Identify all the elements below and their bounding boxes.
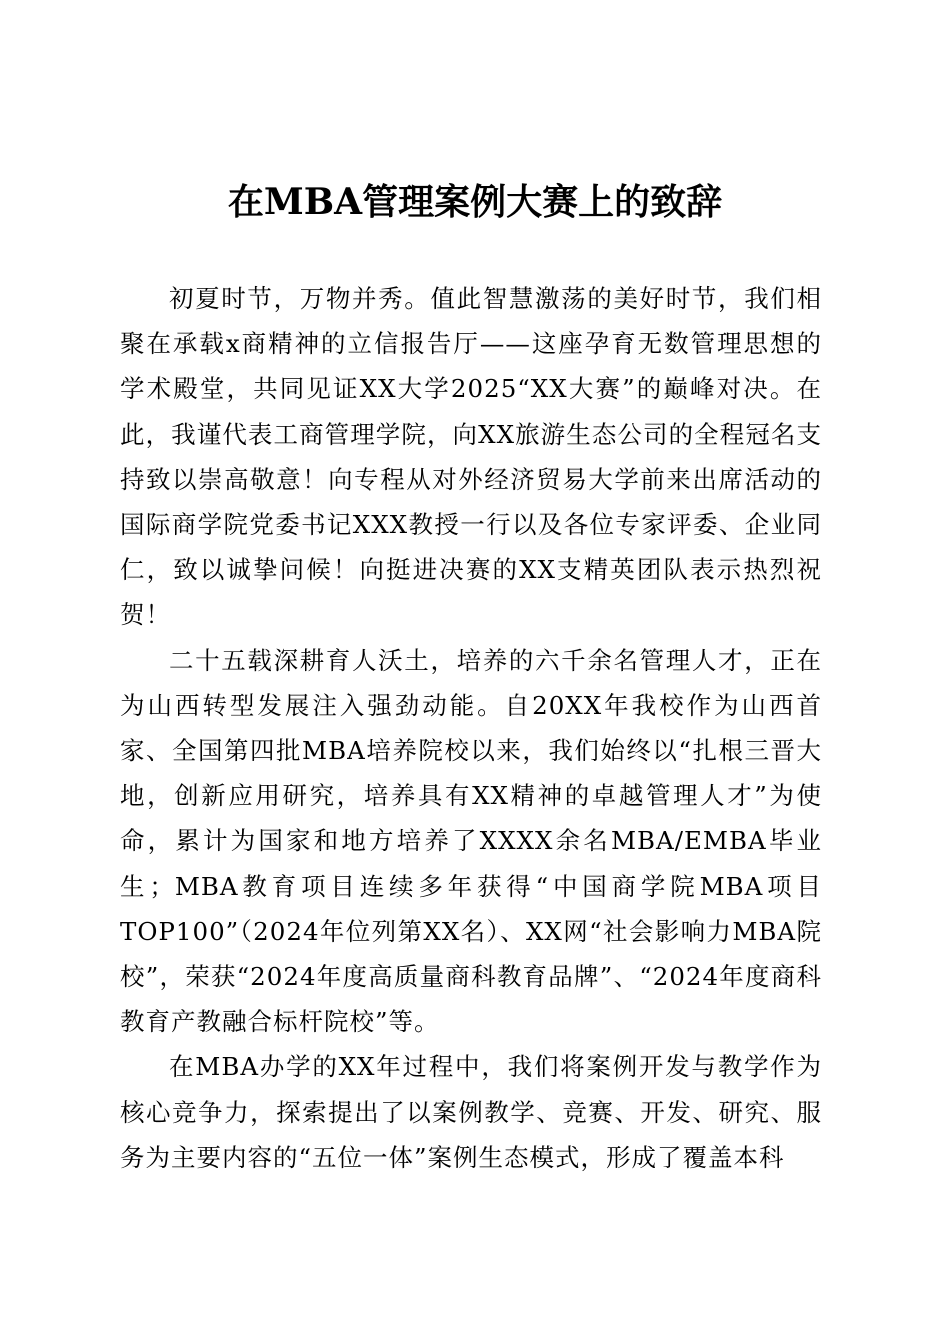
document-body xyxy=(120,276,822,1180)
paragraph-case-teaching: 在MBA办学的XX年过程中，我们将案例开发与教学作为核心竞争力，探索提出了以案例教学、竞赛、开发、研究、服务为主要内容的“五位一体”案例生态模式，形成了覆盖本科 xyxy=(120,1052,822,1172)
document-title: 在MBA管理案例大赛上的致辞 xyxy=(227,181,723,223)
paragraph-greeting: 初夏时节，万物并秀。值此智慧激荡的美好时节，我们相聚在承载x商精神的立信报告厅——这座孕育无数管理思想的学术殿堂，共同见证XX大学2025“XX大赛”的巅峰对决。在此，我谨代表工商管理学院，向XX旅游生态公司的全程冠名支持致以崇高敬意！向专程从对外经济贸易大学前来出席活动的国际商学院党委书记XXX教授一行以及各位专家评委、企业同仁，致以诚挚问候！向挺进决赛的XX支精英团队表示热烈祝贺！ xyxy=(120,284,822,630)
paragraph-history: 二十五载深耕育人沃土，培养的六千余名管理人才，正在为山西转型发展注入强劲动能。自20XX年我校作为山西首家、全国第四批MBA培养院校以来，我们始终以“扎根三晋大地，创新应用研究，培养具有XX精神的卓越管理人才”为使命，累计为国家和地方培养了XXXX余名MBA/EMBA毕业生；MBA教育项目连续多年获得“中国商学院MBA项目TOP100”（2024年位列第XX名）、XX网“社会影响力MBA院校”，荣获“2024年度高质量商科教育品牌”、“2024年度商科教育产教融合标杆院校”等。 xyxy=(120,645,822,1037)
